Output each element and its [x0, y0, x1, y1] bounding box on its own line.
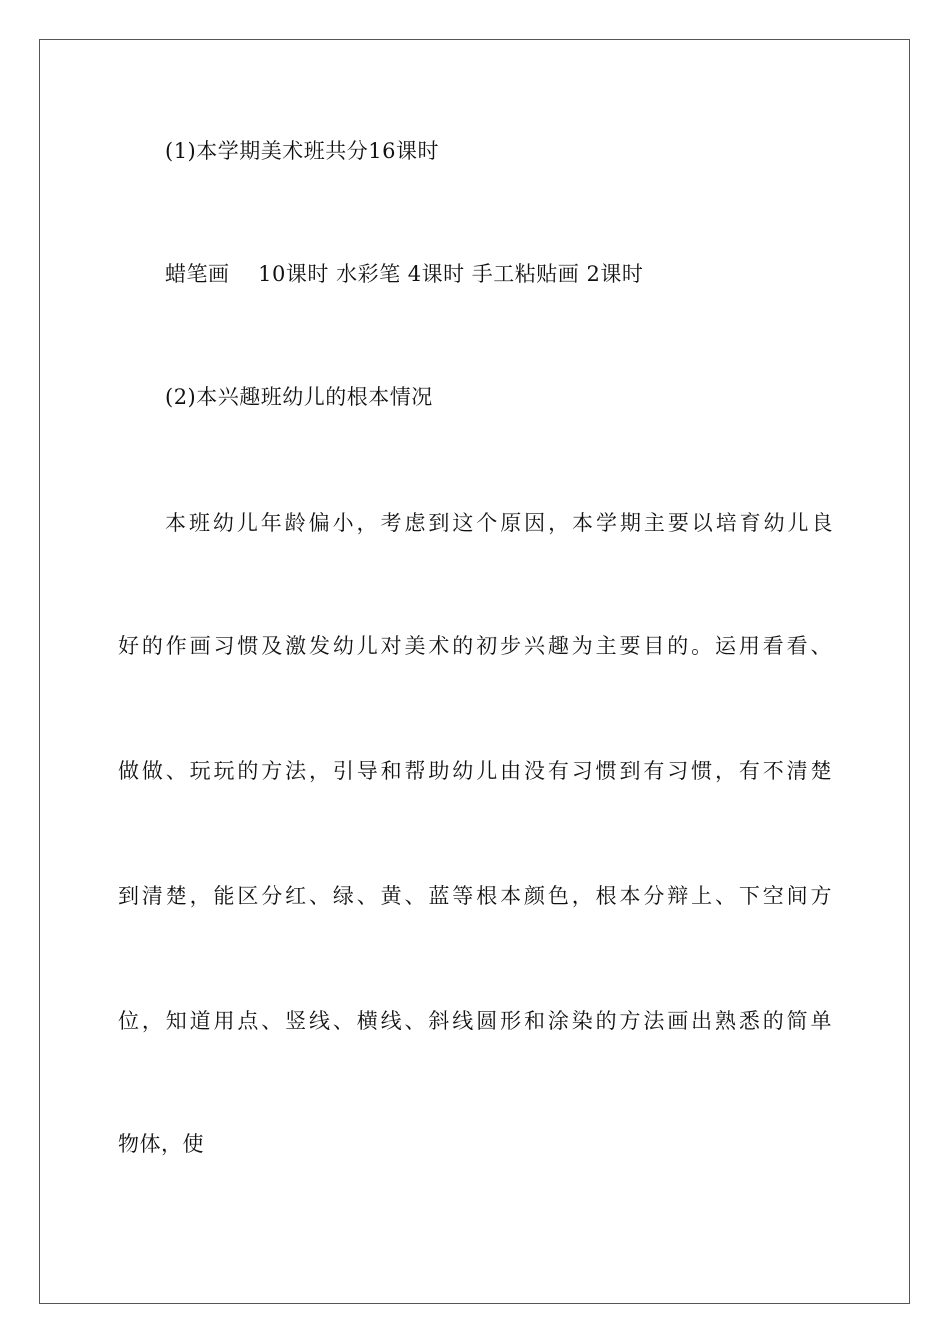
section-2-heading: (2)本兴趣班幼儿的根本情况: [165, 385, 433, 409]
section-1-heading: (1)本学期美术班共分16课时: [165, 139, 439, 163]
paragraph-line-1: 本班幼儿年龄偏小，考虑到这个原因，本学期主要以培育幼儿良: [165, 511, 833, 535]
paragraph-line-5: 位，知道用点、竖线、横线、斜线圆形和涂染的方法画出熟悉的简单: [118, 1009, 832, 1033]
page-border: [39, 39, 910, 1304]
paragraph-line-2: 好的作画习惯及激发幼儿对美术的初步兴趣为主要目的。运用看看、: [118, 634, 832, 658]
paragraph-line-3: 做做、玩玩的方法，引导和帮助幼儿由没有习惯到有习惯，有不清楚: [118, 759, 832, 783]
course-hours-line: 蜡笔画 10课时 水彩笔 4课时 手工粘贴画 2课时: [165, 262, 644, 286]
paragraph-line-4: 到清楚，能区分红、绿、黄、蓝等根本颜色，根本分辩上、下空间方: [118, 884, 832, 908]
paragraph-line-6: 物体，使: [118, 1132, 204, 1156]
